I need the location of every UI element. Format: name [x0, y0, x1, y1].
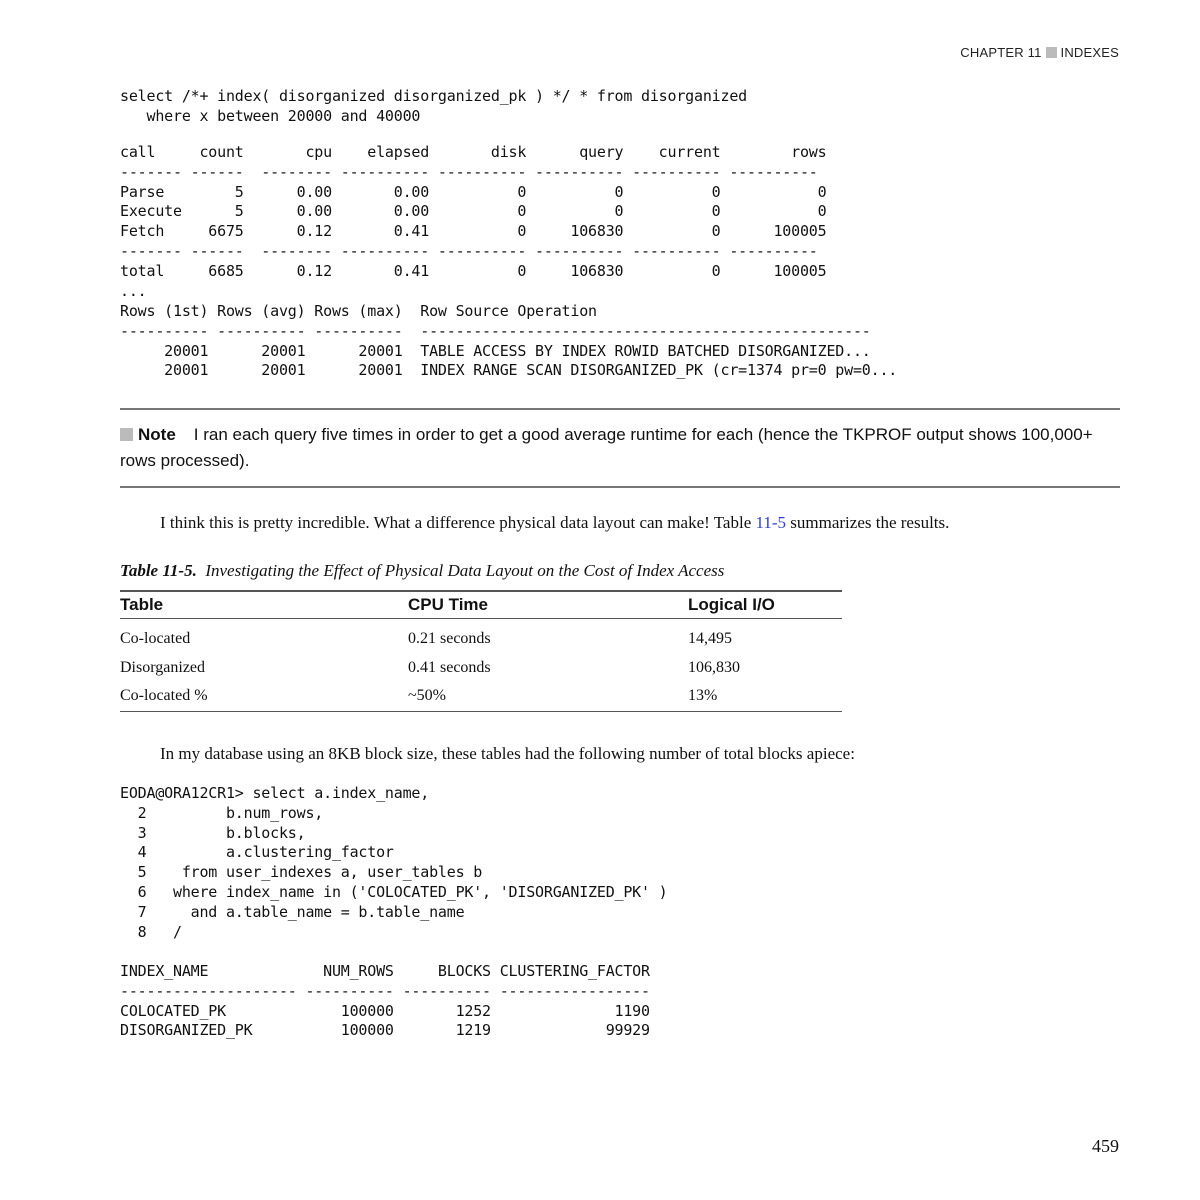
- page-number: 459: [1092, 1136, 1119, 1156]
- table-cell: 106,830: [688, 658, 740, 676]
- table-cell: 0.41 seconds: [408, 658, 491, 676]
- note-box: [120, 408, 1120, 488]
- square-bullet-icon: [1046, 47, 1057, 58]
- table-cell: 0.21 seconds: [408, 630, 491, 648]
- body-paragraph-1: [120, 512, 1120, 534]
- table-cell: Disorganized: [120, 658, 206, 676]
- column-header-cpu-time: CPU Time: [408, 591, 688, 619]
- table-row: [120, 682, 842, 711]
- row-source-code: Rows (1st) Rows (avg) Rows (max) Row Source Operation ---------- ---------- ---------- --------------------------------------------------- 20001 20001 20001 TABLE ACCESS BY INDEX ROWID BATCHED DISORGANIZED... 20001 20001 20001 INDEX RANGE SCAN DISORGANIZED_PK (cr=1374 pr=0 pw=0...: [120, 302, 898, 380]
- table-cell: 13%: [688, 687, 718, 705]
- table-caption-label: Table 11-5.: [120, 561, 197, 580]
- blocks-query-code: EODA@ORA12CR1> select a.index_name, 2 b.num_rows, 3 b.blocks, 4 a.clustering_factor 5 from user_indexes a, user_tables b 6 where index_name in ('COLOCATED_PK', 'DISORGANIZED_PK' ) 7 and a.table_name = b.table_name 8 /: [120, 784, 668, 941]
- section-label: INDEXES: [1060, 45, 1119, 60]
- results-table: [120, 590, 842, 712]
- paragraph-text-end: summarizes the results.: [786, 513, 950, 532]
- body-paragraph-2: In my database using an 8KB block size, these tables had the following number of total blocks apiece:: [160, 744, 855, 763]
- column-header-table: Table: [120, 591, 408, 619]
- table-reference-link[interactable]: 11-5: [755, 513, 787, 532]
- table-row: [120, 619, 842, 654]
- note-square-icon: [120, 428, 133, 441]
- note-label: Note: [138, 425, 176, 444]
- table-cell: 14,495: [688, 630, 732, 648]
- table-caption-text: Investigating the Effect of Physical Data Layout on the Cost of Index Access: [205, 561, 725, 580]
- table-cell: Co-located %: [120, 687, 208, 705]
- blocks-result-code: INDEX_NAME NUM_ROWS BLOCKS CLUSTERING_FACTOR -------------------- ---------- ---------- ----------------- COLOCATED_PK 100000 1252 1190 DISORGANIZED_PK 100000 1219 99929: [120, 962, 650, 1040]
- tkprof-stats-code: call count cpu elapsed disk query current rows ------- ------ -------- ---------- ---------- ---------- ---------- ---------- Parse 5 0.00 0.00 0 0 0 0 Execute 5 0.00 0.00 0 0 0 0 Fetch 6675 0.12 0.41 0 106830 0 100005 ------- ------ -------- ---------- ---------- ---------- ---------- ---------- total 6685 0.12 0.41 0 106830 0 100005 ...: [120, 143, 827, 300]
- column-header-logical-io: Logical I/O: [688, 591, 842, 619]
- table-caption: [120, 561, 724, 581]
- table-row: [120, 654, 842, 683]
- running-head: [960, 45, 1119, 60]
- table-header-row: [120, 591, 842, 619]
- table-cell: ~50%: [408, 687, 446, 705]
- chapter-label: CHAPTER 11: [960, 45, 1042, 60]
- query-sql-code: select /*+ index( disorganized disorganized_pk ) */ * from disorganized where x between 20000 and 40000: [120, 87, 747, 125]
- note-text: I ran each query five times in order to get a good average runtime for each (hence the TKPROF output shows 100,000+ rows processed).: [120, 425, 1093, 470]
- paragraph-text: I think this is pretty incredible. What a difference physical data layout can make! Table: [160, 513, 756, 532]
- table-cell: Co-located: [120, 630, 191, 648]
